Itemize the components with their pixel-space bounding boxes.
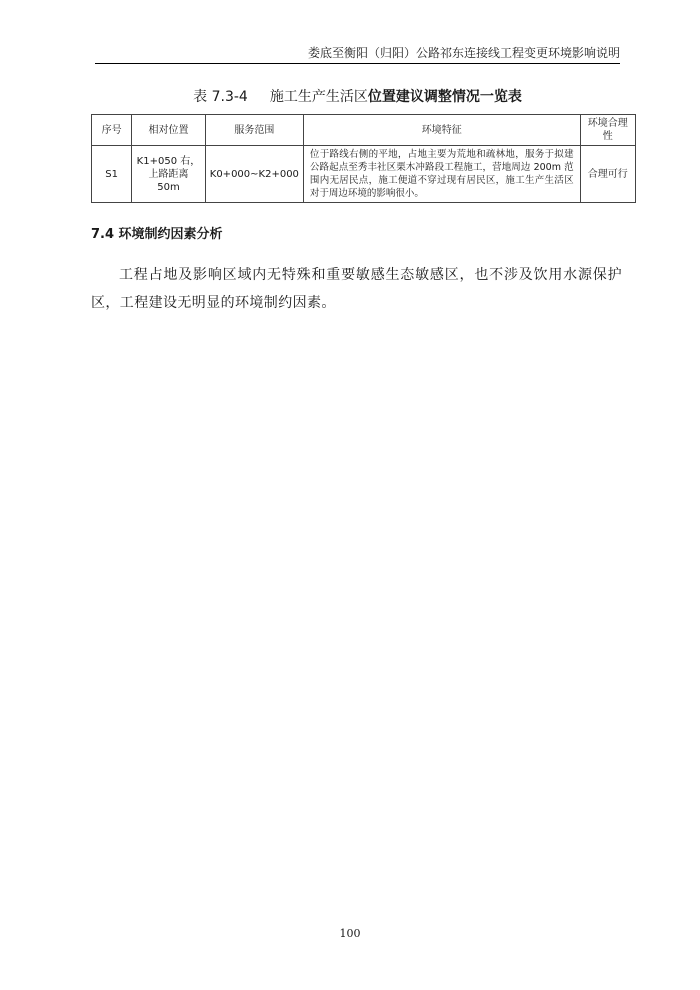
section-paragraph: 工程占地及影响区域内无特殊和重要敏感生态敏感区，也不涉及饮用水源保护区，工程建设无明显的环境制约因素。 bbox=[91, 267, 622, 311]
page-number: 100 bbox=[339, 927, 361, 940]
column-header-range: 服务范围 bbox=[205, 115, 303, 146]
table-title-part2: 位置建议调整情况一览表 bbox=[367, 89, 522, 105]
column-header-feature: 环境特征 bbox=[303, 115, 580, 146]
column-header-reasonable: 环境合理性 bbox=[580, 115, 635, 146]
table-caption bbox=[95, 86, 620, 106]
header-title: 娄底至衡阳（归阳）公路祁东连接线工程变更环境影响说明 bbox=[307, 46, 620, 60]
column-header-position: 相对位置 bbox=[132, 115, 206, 146]
cell-range: K0+000~K2+000 bbox=[205, 146, 303, 203]
page-header bbox=[95, 46, 620, 64]
table-row bbox=[92, 146, 636, 203]
table-title-part1: 施工生产生活区 bbox=[269, 89, 368, 105]
section-heading: 7.4 环境制约因素分析 bbox=[91, 227, 223, 242]
cell-position: K1+050 右，上路距离 50m bbox=[132, 146, 206, 203]
column-header-index: 序号 bbox=[92, 115, 132, 146]
table-header-row bbox=[92, 115, 636, 146]
location-adjustment-table bbox=[91, 114, 636, 203]
table-number: 表 7.3-4 bbox=[193, 89, 248, 105]
cell-feature: 位于路线右侧的平地，占地主要为荒地和疏林地，服务于拟建公路起点至秀丰社区栗木冲路段工程施工，营地周边 200m 范围内无居民点，施工便道不穿过现有居民区，施工生产生活区对于周边环境的影响很小。 bbox=[303, 146, 580, 203]
cell-reasonable: 合理可行 bbox=[580, 146, 635, 203]
cell-id: S1 bbox=[92, 146, 132, 203]
